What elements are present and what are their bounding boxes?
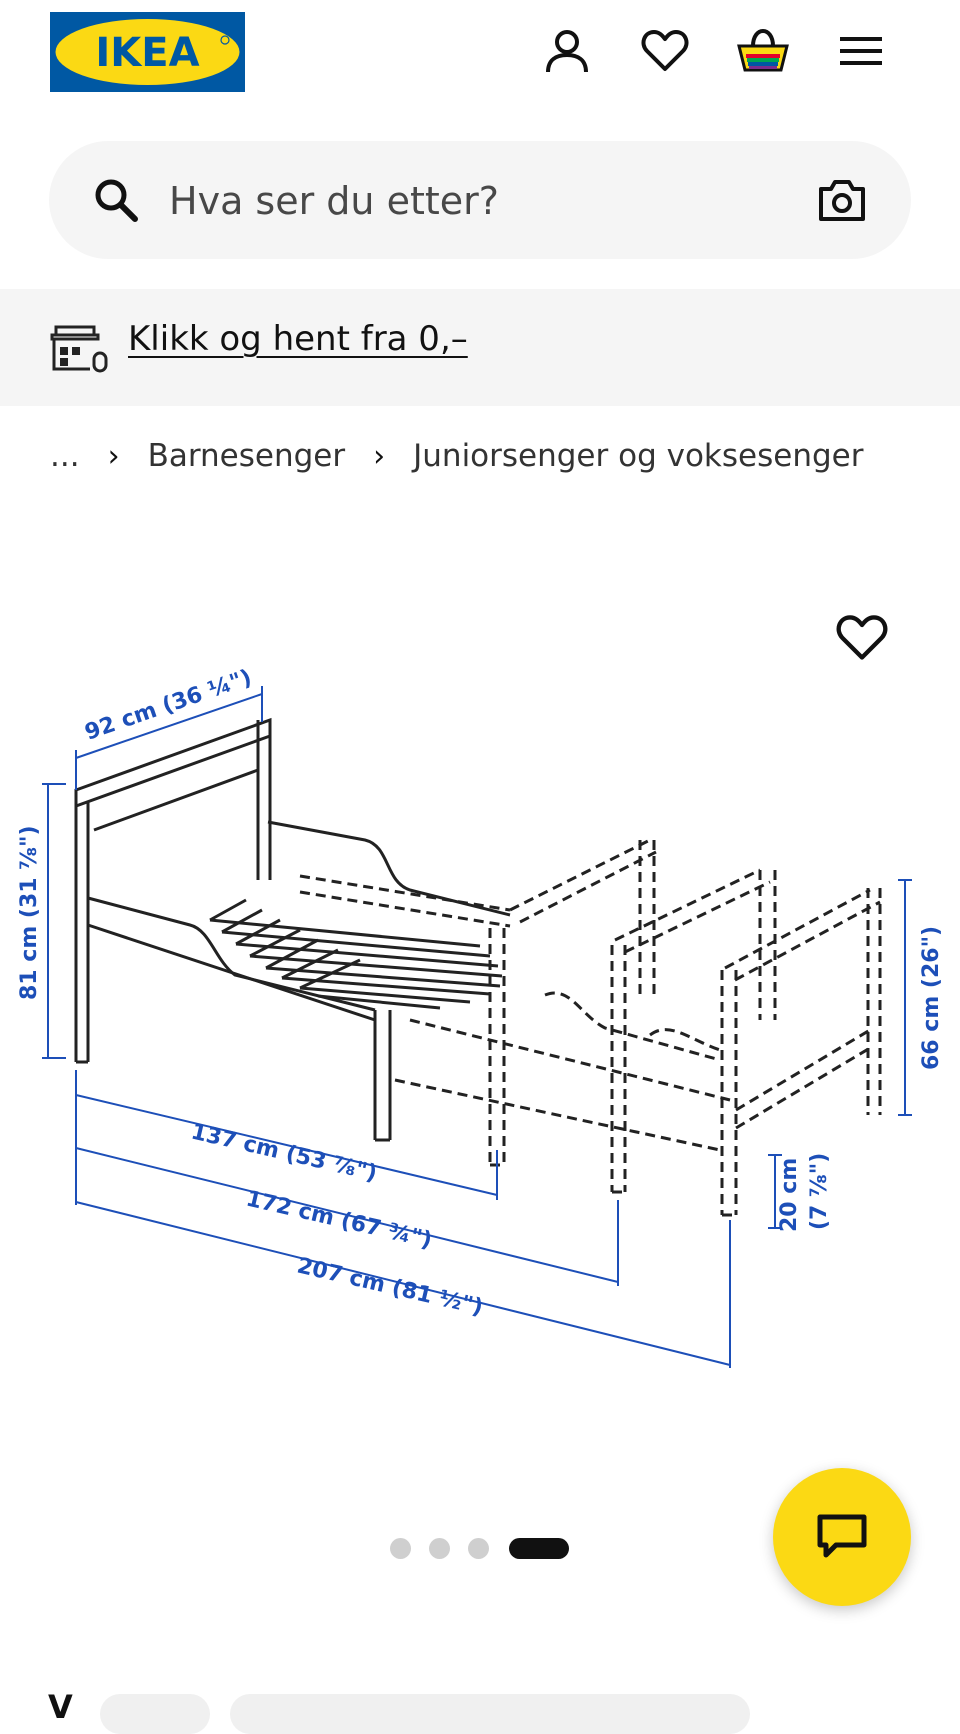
- dimension-clearance-in-label: (7 ⅞"): [807, 1152, 832, 1230]
- search-bar[interactable]: [49, 141, 911, 259]
- partial-chip[interactable]: [230, 1694, 750, 1734]
- dimension-width-label: 92 cm (36 ¼"): [81, 665, 255, 746]
- search-icon[interactable]: [93, 177, 139, 223]
- carousel-dot-active[interactable]: [509, 1538, 569, 1559]
- account-icon[interactable]: [540, 24, 594, 78]
- dimension-length-large-label: 207 cm (81 ½"): [294, 1253, 486, 1321]
- dimension-length-medium-label: 172 cm (67 ¾"): [243, 1186, 435, 1254]
- product-dimension-image[interactable]: [0, 560, 960, 1400]
- ikea-logo[interactable]: [50, 12, 245, 92]
- partial-heading: V: [48, 1688, 73, 1726]
- chat-button[interactable]: [773, 1468, 911, 1606]
- chevron-right-icon: ›: [107, 438, 120, 474]
- dimension-clearance-cm-label: 20 cm: [777, 1157, 802, 1232]
- store-pickup-icon: [50, 325, 108, 373]
- logo-text: IKEA: [95, 30, 200, 76]
- partial-chip[interactable]: [100, 1694, 210, 1734]
- carousel-dot[interactable]: [429, 1538, 450, 1559]
- search-input[interactable]: [167, 175, 731, 227]
- heart-icon[interactable]: [638, 24, 692, 78]
- dimension-side-height-label: 66 cm (26"): [919, 925, 944, 1070]
- carousel-indicator: [390, 1538, 587, 1559]
- menu-icon[interactable]: [834, 24, 888, 78]
- dimension-length-small-label: 137 cm (53 ⅞"): [188, 1119, 380, 1187]
- breadcrumb-item-barnesenger[interactable]: Barnesenger: [147, 438, 346, 474]
- dimension-height-label: 81 cm (31 ⅞"): [17, 825, 42, 1000]
- camera-icon[interactable]: [817, 177, 867, 223]
- add-to-favourites-icon[interactable]: [836, 612, 888, 664]
- carousel-dot[interactable]: [468, 1538, 489, 1559]
- basket-icon[interactable]: [736, 24, 790, 78]
- carousel-dot[interactable]: [390, 1538, 411, 1559]
- breadcrumb-ellipsis[interactable]: ...: [50, 438, 80, 474]
- chevron-right-icon: ›: [373, 438, 386, 474]
- store-pickup-banner: [0, 289, 960, 406]
- click-and-collect-link[interactable]: Klikk og hent fra 0,–: [128, 319, 468, 359]
- breadcrumb: [50, 438, 863, 474]
- breadcrumb-item-juniorsenger[interactable]: Juniorsenger og voksesenger: [413, 438, 864, 474]
- chat-bubble-icon: [816, 1513, 868, 1561]
